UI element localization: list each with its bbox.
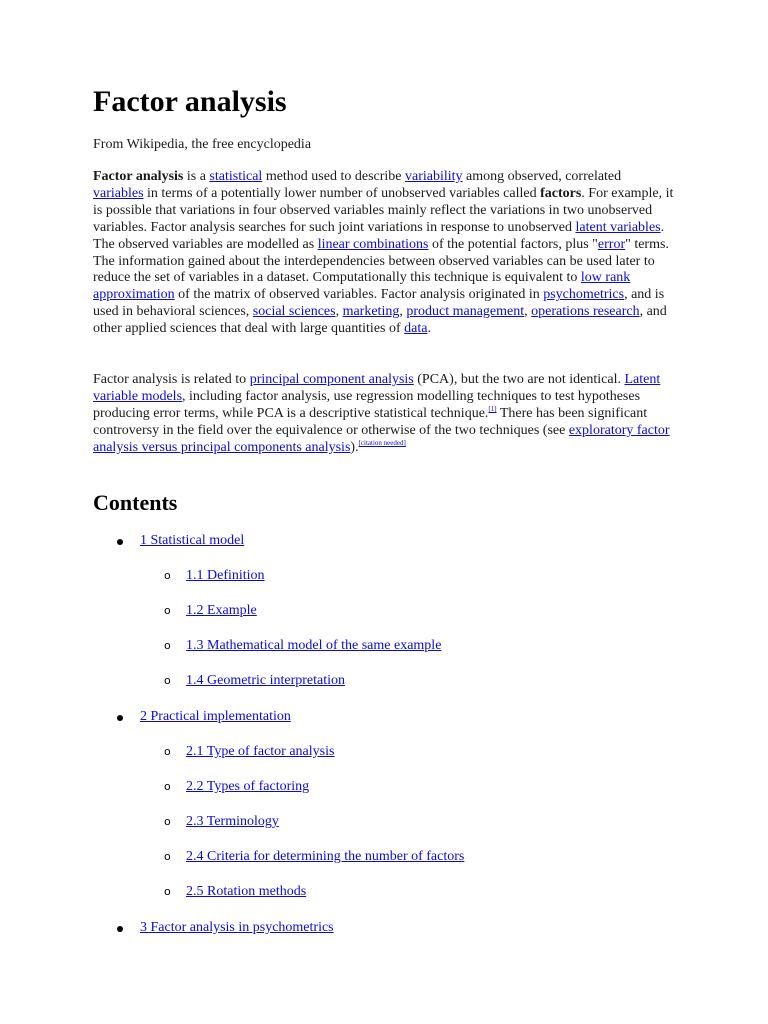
- text-run: ).: [350, 439, 359, 455]
- link-marketing[interactable]: marketing: [342, 304, 400, 320]
- toc-item-link[interactable]: 2.1 Type of factor analysis: [186, 744, 335, 759]
- toc-item-link[interactable]: 2.5 Rotation methods: [186, 884, 307, 899]
- intro-paragraph: [93, 169, 675, 338]
- bullet-circle-icon: o: [164, 850, 171, 863]
- toc-item-link[interactable]: 1.2 Example: [186, 603, 257, 618]
- toc-item-link[interactable]: 1.3 Mathematical model of the same example: [186, 638, 442, 653]
- link-efa-vs-pca[interactable]: exploratory factor analysis versus principal components analysis: [93, 422, 670, 455]
- text-run: in terms of a potentially lower number of unobserved variables called: [143, 185, 541, 201]
- text-run: There has been significant controversy in the field over the equivalence or otherwise of the two techniques (see: [93, 405, 648, 438]
- toc-item-link[interactable]: 1.4 Geometric interpretation: [186, 673, 345, 688]
- text-run: ,: [399, 304, 407, 320]
- bullet-dot-icon: [117, 539, 123, 545]
- link-low-rank-approximation[interactable]: low rank approximation: [93, 270, 631, 303]
- text-run: of the potential factors, plus ": [428, 236, 598, 252]
- text-run: method used to describe: [262, 169, 405, 184]
- link-latent-variables[interactable]: latent variables: [575, 219, 661, 235]
- link-latent-variable-models[interactable]: Latent variable models: [93, 372, 661, 404]
- text-run: , including factor analysis, use regression modelling techniques to test hypotheses producing error terms, while PCA is a descriptive statistical technique.: [93, 388, 641, 421]
- bullet-dot-icon: [117, 715, 123, 721]
- text-run: (PCA), but the two are not identical.: [413, 372, 625, 387]
- text-run: , and is used in behavioral sciences,: [93, 287, 665, 320]
- link-operations-research[interactable]: operations research: [531, 304, 640, 320]
- text-run: Factor analysis is related to: [93, 372, 250, 387]
- page-title: Factor analysis: [93, 85, 287, 118]
- text-run: among observed, correlated: [462, 169, 622, 184]
- text-run: . The observed variables are modelled as: [93, 219, 665, 252]
- text-run: ,: [335, 304, 343, 320]
- toc-item-link[interactable]: 2.3 Terminology: [186, 814, 279, 829]
- citation-needed-link[interactable]: [citation needed]: [358, 438, 406, 447]
- link-variables[interactable]: variables: [93, 185, 144, 201]
- text-run: " terms. The information gained about the interdependencies between observed variables can be used later to reduce the set of variables in a dataset. Computationally this technique is equivalent to: [93, 236, 669, 286]
- text-run: of the matrix of observed variables. Factor analysis originated in: [174, 287, 544, 303]
- bullet-circle-icon: o: [164, 745, 171, 758]
- link-data[interactable]: data: [404, 321, 428, 337]
- text-run: ,: [524, 304, 532, 320]
- tagline: From Wikipedia, the free encyclopedia: [93, 137, 312, 152]
- bullet-circle-icon: o: [164, 604, 171, 617]
- text-run: , and other applied sciences that deal with large quantities of: [93, 304, 667, 337]
- reference-link-1[interactable]: [1]: [488, 404, 497, 413]
- link-principal-component-analysis[interactable]: principal component analysis: [249, 372, 414, 387]
- bullet-dot-icon: [117, 926, 123, 932]
- toc-item-link[interactable]: 2.4 Criteria for determining the number of factors: [186, 849, 465, 864]
- link-variability[interactable]: variability: [405, 169, 463, 184]
- link-error[interactable]: error: [597, 236, 626, 252]
- bullet-circle-icon: o: [164, 674, 171, 687]
- contents-heading: Contents: [93, 490, 178, 515]
- toc-item-link[interactable]: 2 Practical implementation: [140, 709, 291, 724]
- toc-item-link[interactable]: 3 Factor analysis in psychometrics: [140, 920, 334, 935]
- link-linear-combinations[interactable]: linear combinations: [317, 236, 429, 252]
- text-run: .: [427, 321, 431, 337]
- text-run: is a: [183, 169, 210, 184]
- bold-term-factors: factors: [540, 185, 582, 201]
- link-social-sciences[interactable]: social sciences: [252, 304, 336, 320]
- link-statistical[interactable]: statistical: [209, 169, 263, 184]
- bullet-circle-icon: o: [164, 815, 171, 828]
- toc-item-link[interactable]: 1 Statistical model: [140, 533, 245, 548]
- bullet-circle-icon: o: [164, 780, 171, 793]
- bullet-circle-icon: o: [164, 569, 171, 582]
- bold-term-factor-analysis: Factor analysis: [93, 169, 184, 184]
- link-product-management[interactable]: product management: [406, 304, 525, 320]
- bullet-circle-icon: o: [164, 639, 171, 652]
- toc-item-link[interactable]: 1.1 Definition: [186, 568, 265, 583]
- pca-paragraph: [93, 372, 675, 457]
- link-psychometrics[interactable]: psychometrics: [543, 287, 625, 303]
- bullet-circle-icon: o: [164, 885, 171, 898]
- toc-item-link[interactable]: 2.2 Types of factoring: [186, 779, 310, 794]
- text-run: . For example, it is possible that variations in four observed variables mainly reflect the variations in two unobserved variables. Factor analysis searches for such joint variations in response to unobserved: [93, 185, 674, 235]
